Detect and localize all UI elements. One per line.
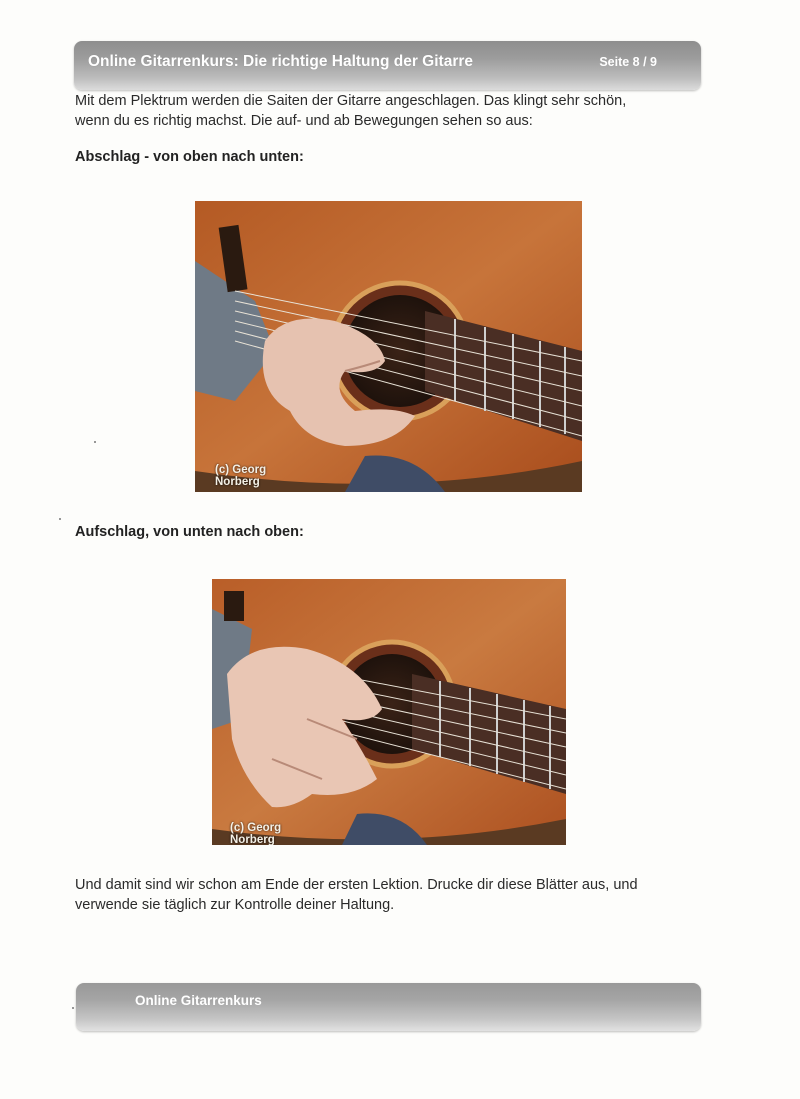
scan-speck [94, 441, 96, 443]
closing-paragraph [75, 876, 638, 915]
footer-bar [76, 983, 701, 1031]
scan-speck [59, 518, 61, 520]
intro-line-2: wenn du es richtig machst. Die auf- und ab Bewegungen sehen so aus: [75, 112, 533, 129]
photo-downstroke [195, 201, 582, 492]
page-title: Online Gitarrenkurs: Die richtige Haltung der Gitarre [88, 53, 474, 70]
footer-title: Online Gitarrenkurs [135, 993, 262, 1008]
closing-line-2: verwende sie täglich zur Kontrolle deiner Haltung. [75, 896, 395, 913]
heading-upstroke: Aufschlag, von unten nach oben: [75, 524, 304, 540]
page-indicator: Seite 8 / 9 [599, 55, 657, 69]
photo-credit-line-1: (c) Georg [230, 822, 282, 834]
heading-downstroke: Abschlag - von oben nach unten: [75, 149, 304, 165]
guitar-upstroke-image [212, 579, 566, 845]
scan-speck [72, 1007, 74, 1009]
guitar-downstroke-image [195, 201, 582, 492]
photo-upstroke [212, 579, 566, 845]
header-bar [74, 41, 701, 90]
closing-line-1: Und damit sind wir schon am Ende der ersten Lektion. Drucke dir diese Blätter aus, und [75, 877, 638, 893]
photo-credit-line-2: Norberg [230, 834, 275, 845]
photo-credit-line-1: (c) Georg [215, 464, 267, 476]
photo-credit-1 [215, 464, 266, 488]
photo-credit-2 [230, 822, 281, 845]
intro-line-1: Mit dem Plektrum werden die Saiten der Gitarre angeschlagen. Das klingt sehr schön, [75, 93, 627, 109]
intro-paragraph [75, 92, 626, 131]
photo-credit-line-2: Norberg [215, 476, 260, 488]
